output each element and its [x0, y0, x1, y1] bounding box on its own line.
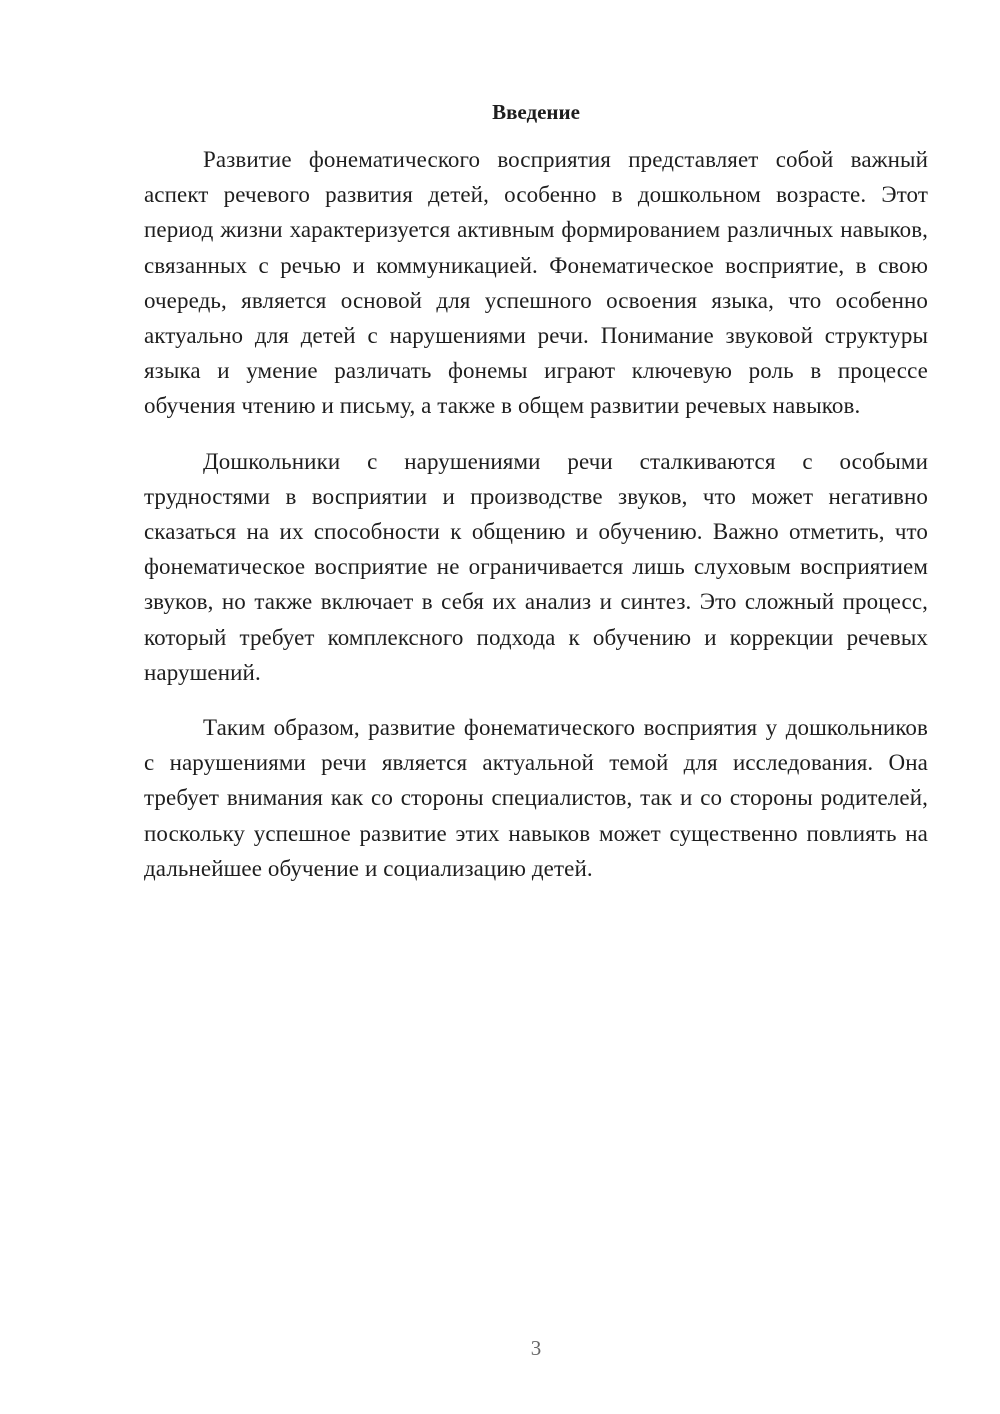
- paragraph-1: Развитие фонематического восприятия представляет собой важный аспект речевого развития детей, особенно в дошкольном возрасте. Этот период жизни характеризуется активным формированием различных навыков, связанных с речью и коммуникацией. Фонематическое восприятие, в свою очередь, является основой для успешного освоения языка, что особенно актуально для детей с нарушениями речи. Понимание звуковой структуры языка и умение различать фонемы играют ключевую роль в процессе обучения чтению и письму, а также в общем развитии речевых навыков.: [144, 147, 928, 419]
- body-text: [144, 142, 928, 906]
- paragraph-2: Дошкольники с нарушениями речи сталкиваются с особыми трудностями в восприятии и производстве звуков, что может негативно сказаться на их способности к общению и обучению. Важно отметить, что фонематическое восприятие не ограничивается лишь слуховым восприятием звуков, но также включает в себя их анализ и синтез. Это сложный процесс, который требует комплексного подхода к обучению и коррекции речевых нарушений.: [144, 448, 928, 685]
- page-number: 3: [530, 1336, 542, 1360]
- section-title: Введение: [492, 100, 580, 124]
- paragraph-3: Таким образом, развитие фонематического восприятия у дошкольников с нарушениями речи является актуальной темой для исследования. Она требует внимания как со стороны специалистов, так и со стороны родителей, поскольку успешное развитие этих навыков может существенно повлиять на дальнейшее обучение и социализацию детей.: [144, 715, 928, 881]
